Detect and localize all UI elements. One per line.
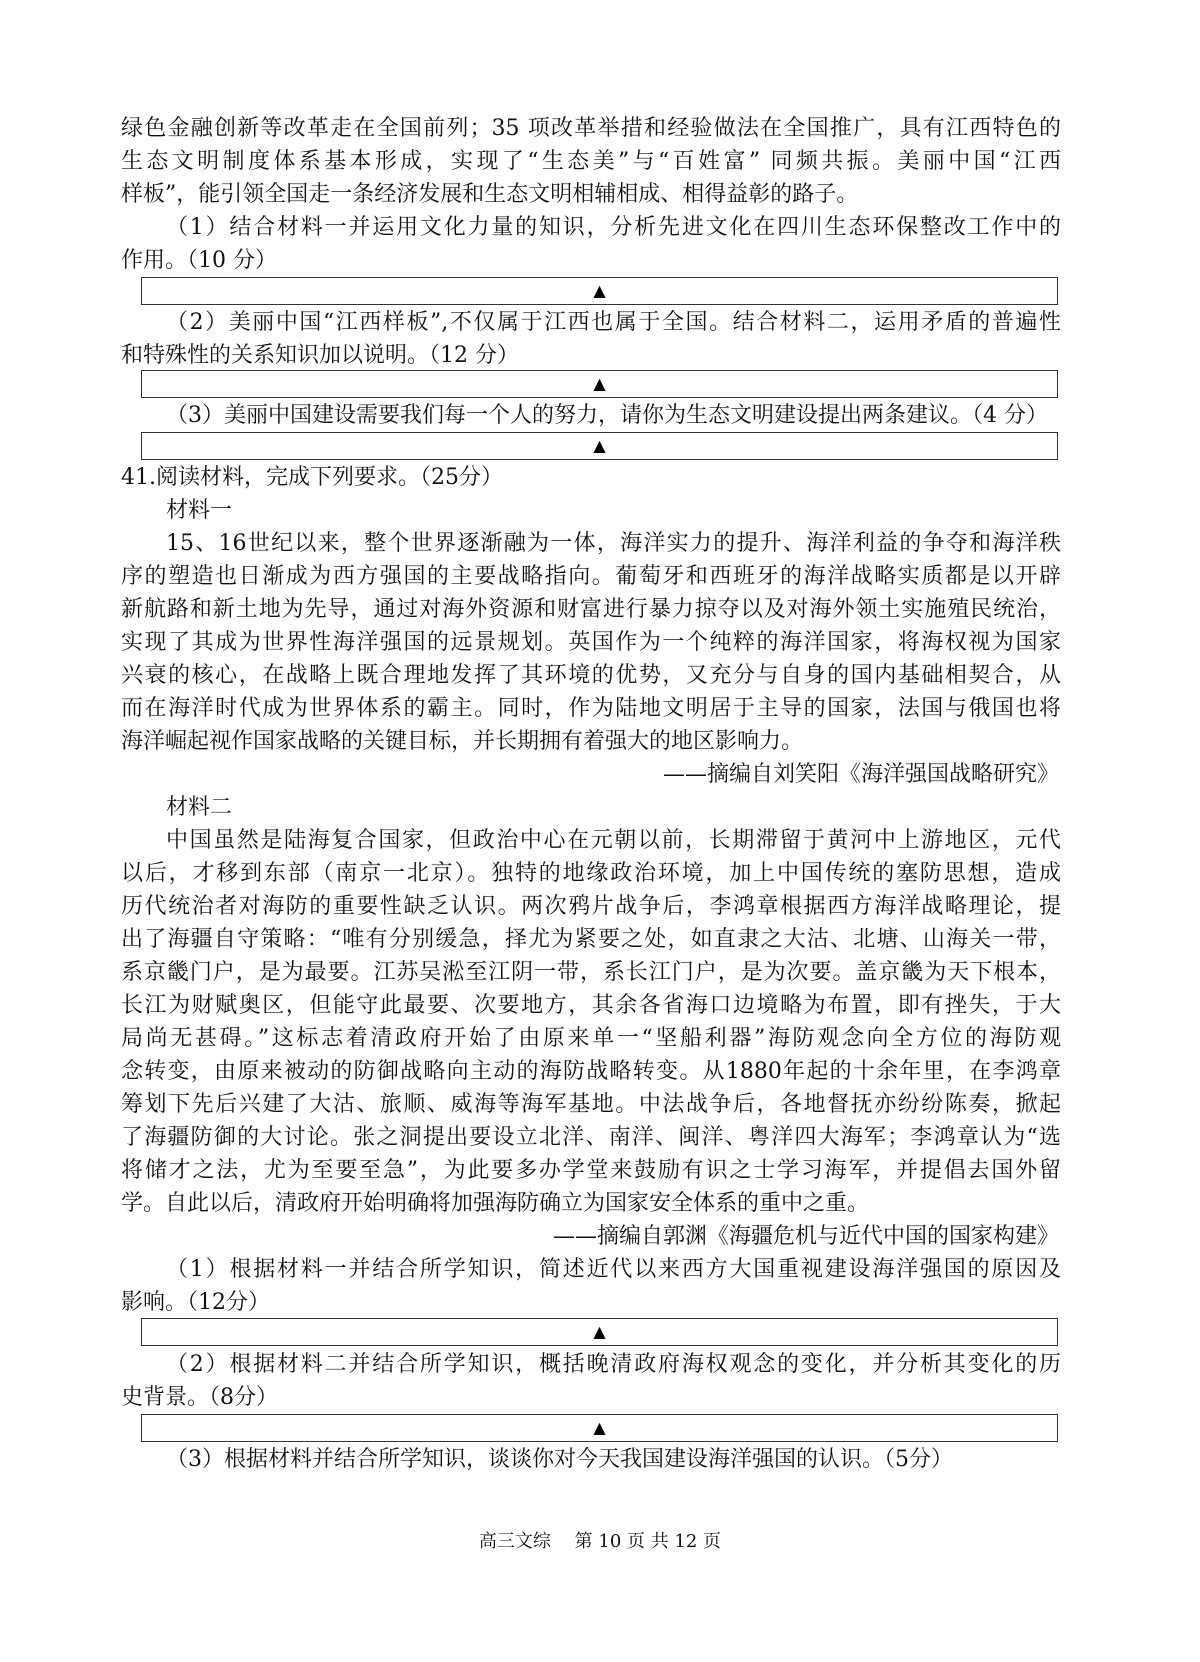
answer-box-40-2[interactable]: ▲ xyxy=(141,370,1058,398)
question-40-1: （1）结合材料一并运用文化力量的知识，分析先进文化在四川生态环保整改工作中的 xyxy=(166,215,1061,240)
material-2-line: 历代统治者对海防的重要性缺乏认识。两次鸦片战争后，李鸿章根据西方海洋战略理论，提 xyxy=(121,894,1061,919)
material-2-source: ——摘编自郭渊《海疆危机与近代中国的国家构建》 xyxy=(552,1224,1059,1249)
material-2-label: 材料二 xyxy=(166,795,233,820)
material-2-line: 了海疆防御的大讨论。张之洞提出要设立北洋、南洋、闽洋、粤洋四大海军；李鸿章认为“选 xyxy=(121,1125,1061,1150)
material-2-line: 学。自此以后，清政府开始明确将加强海防确立为国家安全体系的重中之重。 xyxy=(121,1191,870,1216)
material-2-line: 中国虽然是陆海复合国家，但政治中心在元朝以前，长期滞留于黄河中上游地区，元代 xyxy=(166,828,1061,853)
question-41-heading: 41.阅读材料，完成下列要求。（25分） xyxy=(121,465,503,490)
material-2-line: 筹划下先后兴建了大沽、旅顺、威海等海军基地。中法战争后，各地督抚亦纷纷陈奏，掀起 xyxy=(121,1092,1061,1117)
material-1-source: ——摘编自刘笑阳《海洋强国战略研究》 xyxy=(662,762,1059,787)
material-2-line: 局尚无甚碍。”这标志着清政府开始了由原来单一“坚船利器”海防观念向全方位的海防观 xyxy=(121,1026,1061,1051)
page-footer: 高三文综 第 10 页 共 12 页 xyxy=(478,1531,722,1552)
question-40-1-cont: 作用。（10 分） xyxy=(121,248,277,273)
question-41-2-cont: 史背景。（8分） xyxy=(121,1385,278,1410)
question-41-1: （1）根据材料一并结合所学知识，简述近代以来西方大国重视建设海洋强国的原因及 xyxy=(166,1257,1061,1282)
material-2-line: 系京畿门户，是为最要。江苏吴淞至江阴一带，系长江门户，是为次要。盖京畿为天下根本， xyxy=(121,960,1061,985)
paragraph-line: 绿色金融创新等改革走在全国前列；35 项改革举措和经验做法在全国推广，具有江西特色的 xyxy=(121,116,1061,141)
question-40-2-cont: 和特殊性的关系知识加以说明。（12 分） xyxy=(121,343,519,368)
material-1-line: 新航路和新土地为先导，通过对海外资源和财富进行暴力掠夺以及对海外领土实施殖民统治， xyxy=(121,597,1061,622)
material-1-line: 海洋崛起视作国家战略的关键目标，并长期拥有着强大的地区影响力。 xyxy=(121,729,804,754)
material-2-line: 出了海疆自守策略：“唯有分别缓急，择尤为紧要之处，如直隶之大沽、北塘、山海关一带， xyxy=(121,927,1061,952)
material-2-line: 念转变，由原来被动的防御战略向主动的海防战略转变。从1880年起的十余年里，在李鸿章 xyxy=(121,1059,1061,1084)
material-2-line: 以后，才移到东部（南京一北京）。独特的地缘政治环境，加上中国传统的塞防思想，造成 xyxy=(121,861,1061,886)
answer-box-41-2[interactable]: ▲ xyxy=(141,1414,1058,1442)
answer-box-41-1[interactable]: ▲ xyxy=(141,1318,1058,1346)
material-2-line: 长江为财赋奥区，但能守此最要、次要地方，其余各省海口边境略为布置，即有挫失，于大 xyxy=(121,993,1061,1018)
question-40-3: （3）美丽中国建设需要我们每一个人的努力，请你为生态文明建设提出两条建议。（4 分） xyxy=(166,403,1048,428)
answer-box-40-1[interactable]: ▲ xyxy=(141,277,1058,305)
paragraph-line: 样板”，能引领全国走一条经济发展和生态文明相辅相成、相得益彰的路子。 xyxy=(121,182,859,207)
answer-box-40-3[interactable]: ▲ xyxy=(141,432,1058,460)
material-1-line: 实现了其成为世界性海洋强国的远景规划。英国作为一个纯粹的海洋国家，将海权视为国家 xyxy=(121,630,1061,655)
question-41-1-cont: 影响。（12分） xyxy=(121,1290,270,1315)
question-40-2: （2）美丽中国“江西样板”,不仅属于江西也属于全国。结合材料二，运用矛盾的普遍性 xyxy=(166,310,1061,335)
question-41-3: （3）根据材料并结合所学知识，谈谈你对今天我国建设海洋强国的认识。（5分） xyxy=(166,1447,953,1472)
material-1-line: 而在海洋时代成为世界体系的霸主。同时，作为陆地文明居于主导的国家，法国与俄国也将 xyxy=(121,696,1061,721)
material-1-line: 15、16世纪以来，整个世界逐渐融为一体，海洋实力的提升、海洋利益的争夺和海洋秩 xyxy=(166,531,1061,556)
material-1-line: 兴衰的核心，在战略上既合理地发挥了其环境的优势，又充分与自身的国内基础相契合，从 xyxy=(121,663,1061,688)
paragraph-line: 生态文明制度体系基本形成，实现了“生态美”与“百姓富” 同频共振。美丽中国“江西 xyxy=(121,149,1061,174)
material-2-line: 将储才之法，尤为至要至急”，为此要多办学堂来鼓励有识之士学习海军，并提倡去国外留 xyxy=(121,1158,1061,1183)
material-1-label: 材料一 xyxy=(166,498,233,523)
material-1-line: 序的塑造也日渐成为西方强国的主要战略指向。葡萄牙和西班牙的海洋战略实质都是以开辟 xyxy=(121,564,1061,589)
question-41-2: （2）根据材料二并结合所学知识，概括晚清政府海权观念的变化，并分析其变化的历 xyxy=(166,1352,1061,1377)
